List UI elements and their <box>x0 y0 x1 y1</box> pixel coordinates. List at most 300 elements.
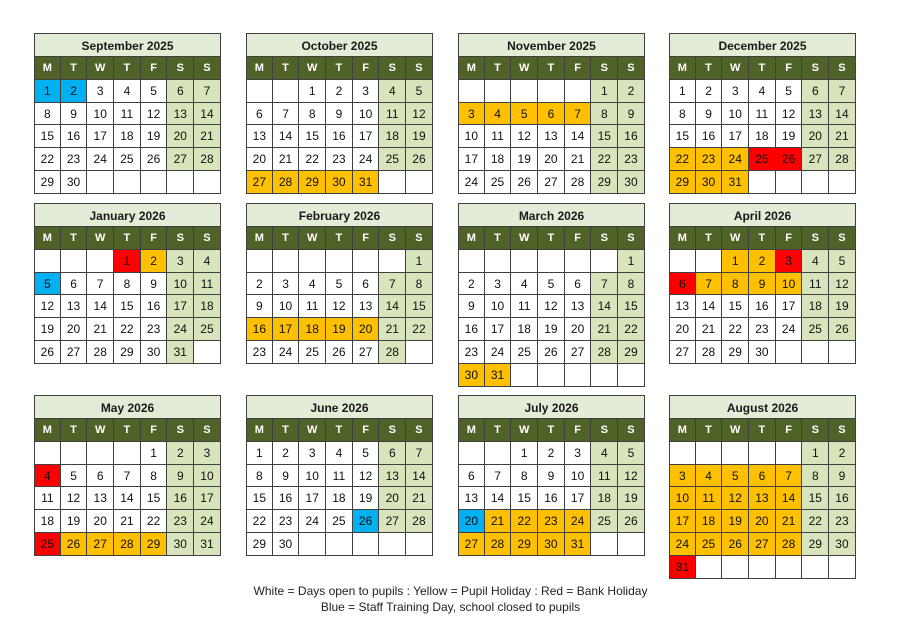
empty-cell <box>273 250 300 273</box>
day-cell: 27 <box>353 341 380 364</box>
day-cell: 24 <box>458 171 485 194</box>
week-row <box>669 250 856 273</box>
day-cell: 8 <box>669 103 696 126</box>
day-cell: 18 <box>802 295 829 318</box>
day-cell: 23 <box>326 148 353 171</box>
day-cell: 16 <box>61 125 88 148</box>
weekday-header: S <box>591 227 618 250</box>
day-cell: 3 <box>722 80 749 103</box>
weekday-header: S <box>591 57 618 80</box>
weekday-header: S <box>194 57 221 80</box>
day-cell: 2 <box>696 80 723 103</box>
day-cell: 19 <box>829 295 856 318</box>
weekday-header: S <box>591 419 618 442</box>
day-cell: 12 <box>829 273 856 296</box>
empty-cell <box>696 556 723 579</box>
empty-cell <box>194 171 221 194</box>
weekday-header: F <box>565 419 592 442</box>
week-row <box>458 80 645 103</box>
month-april-2026 <box>669 203 856 364</box>
week-row <box>669 533 856 556</box>
week-row <box>246 465 433 488</box>
day-cell: 5 <box>722 465 749 488</box>
week-row <box>34 103 221 126</box>
day-cell: 31 <box>669 556 696 579</box>
day-cell: 2 <box>538 442 565 465</box>
week-row <box>34 465 221 488</box>
week-row <box>458 442 645 465</box>
day-cell: 16 <box>829 487 856 510</box>
day-cell: 30 <box>829 533 856 556</box>
day-cell: 3 <box>776 250 803 273</box>
day-cell: 1 <box>591 80 618 103</box>
day-cell: 9 <box>167 465 194 488</box>
day-cell: 16 <box>167 487 194 510</box>
day-cell: 22 <box>246 510 273 533</box>
weekday-header: S <box>167 57 194 80</box>
empty-cell <box>458 250 485 273</box>
day-cell: 19 <box>61 510 88 533</box>
empty-cell <box>458 80 485 103</box>
week-row <box>246 125 433 148</box>
day-cell: 21 <box>406 487 433 510</box>
empty-cell <box>485 442 512 465</box>
day-cell: 4 <box>34 465 61 488</box>
empty-cell <box>167 171 194 194</box>
week-row <box>669 487 856 510</box>
day-cell: 26 <box>406 148 433 171</box>
day-cell: 15 <box>246 487 273 510</box>
day-cell: 16 <box>458 318 485 341</box>
day-cell: 11 <box>326 465 353 488</box>
empty-cell <box>591 533 618 556</box>
weekday-header: F <box>565 57 592 80</box>
day-cell: 25 <box>299 341 326 364</box>
day-cell: 20 <box>458 510 485 533</box>
weekday-header: F <box>141 227 168 250</box>
weekday-header-row <box>669 419 856 442</box>
day-cell: 17 <box>299 487 326 510</box>
empty-cell <box>61 442 88 465</box>
day-cell: 31 <box>565 533 592 556</box>
empty-cell <box>829 556 856 579</box>
week-row <box>34 487 221 510</box>
empty-cell <box>87 250 114 273</box>
day-cell: 4 <box>696 465 723 488</box>
day-cell: 12 <box>722 487 749 510</box>
empty-cell <box>749 171 776 194</box>
day-cell: 30 <box>326 171 353 194</box>
weekday-header: S <box>829 227 856 250</box>
empty-cell <box>511 250 538 273</box>
day-cell: 30 <box>141 341 168 364</box>
weekday-header: T <box>273 419 300 442</box>
day-cell: 14 <box>87 295 114 318</box>
day-cell: 17 <box>167 295 194 318</box>
day-cell: 6 <box>565 273 592 296</box>
day-cell: 21 <box>273 148 300 171</box>
day-cell: 19 <box>511 148 538 171</box>
day-cell: 5 <box>34 273 61 296</box>
day-cell: 6 <box>61 273 88 296</box>
day-cell: 19 <box>538 318 565 341</box>
day-cell: 28 <box>591 341 618 364</box>
day-cell: 15 <box>141 487 168 510</box>
day-cell: 7 <box>829 80 856 103</box>
day-cell: 23 <box>273 510 300 533</box>
day-cell: 8 <box>618 273 645 296</box>
day-cell: 18 <box>591 487 618 510</box>
week-row <box>246 273 433 296</box>
day-cell: 7 <box>87 273 114 296</box>
day-cell: 16 <box>326 125 353 148</box>
day-cell: 8 <box>802 465 829 488</box>
day-cell: 18 <box>749 125 776 148</box>
day-cell: 25 <box>379 148 406 171</box>
weekday-header: T <box>485 57 512 80</box>
empty-cell <box>696 250 723 273</box>
day-cell: 24 <box>167 318 194 341</box>
empty-cell <box>511 364 538 387</box>
day-cell: 11 <box>114 103 141 126</box>
month-title: June 2026 <box>246 395 433 419</box>
month-title: September 2025 <box>34 33 221 57</box>
day-cell: 13 <box>61 295 88 318</box>
day-cell: 14 <box>776 487 803 510</box>
day-cell: 9 <box>273 465 300 488</box>
day-cell: 14 <box>829 103 856 126</box>
day-cell: 6 <box>379 442 406 465</box>
day-cell: 12 <box>538 295 565 318</box>
day-cell: 30 <box>61 171 88 194</box>
day-cell: 3 <box>458 103 485 126</box>
weekday-header: S <box>194 419 221 442</box>
day-cell: 28 <box>194 148 221 171</box>
month-title: October 2025 <box>246 33 433 57</box>
day-cell: 9 <box>696 103 723 126</box>
day-cell: 12 <box>776 103 803 126</box>
day-cell: 20 <box>353 318 380 341</box>
day-cell: 15 <box>511 487 538 510</box>
day-cell: 26 <box>776 148 803 171</box>
week-row <box>34 510 221 533</box>
day-cell: 21 <box>87 318 114 341</box>
empty-cell <box>34 250 61 273</box>
day-cell: 17 <box>194 487 221 510</box>
day-cell: 23 <box>749 318 776 341</box>
day-cell: 2 <box>273 442 300 465</box>
day-cell: 10 <box>194 465 221 488</box>
empty-cell <box>353 533 380 556</box>
weekday-header: W <box>722 57 749 80</box>
month-december-2025 <box>669 33 856 194</box>
empty-cell <box>829 171 856 194</box>
day-cell: 30 <box>273 533 300 556</box>
day-cell: 30 <box>167 533 194 556</box>
day-cell: 16 <box>618 125 645 148</box>
day-cell: 6 <box>87 465 114 488</box>
week-row <box>246 442 433 465</box>
day-cell: 31 <box>485 364 512 387</box>
day-cell: 27 <box>87 533 114 556</box>
day-cell: 18 <box>34 510 61 533</box>
empty-cell <box>34 442 61 465</box>
day-cell: 16 <box>749 295 776 318</box>
day-cell: 9 <box>61 103 88 126</box>
day-cell: 4 <box>114 80 141 103</box>
weekday-header: S <box>618 419 645 442</box>
week-row <box>458 533 645 556</box>
day-cell: 10 <box>565 465 592 488</box>
weekday-header-row <box>246 227 433 250</box>
day-cell: 25 <box>511 341 538 364</box>
day-cell: 27 <box>458 533 485 556</box>
day-cell: 19 <box>141 125 168 148</box>
day-cell: 29 <box>591 171 618 194</box>
weekday-header: T <box>114 227 141 250</box>
weekday-header: W <box>87 419 114 442</box>
weekday-header: S <box>802 419 829 442</box>
empty-cell <box>802 341 829 364</box>
week-row <box>246 103 433 126</box>
week-row <box>458 148 645 171</box>
day-cell: 29 <box>34 171 61 194</box>
day-cell: 25 <box>696 533 723 556</box>
day-cell: 28 <box>776 533 803 556</box>
day-cell: 12 <box>326 295 353 318</box>
day-cell: 29 <box>618 341 645 364</box>
weekday-header-row <box>458 227 645 250</box>
day-cell: 6 <box>353 273 380 296</box>
day-cell: 12 <box>511 125 538 148</box>
day-cell: 29 <box>722 341 749 364</box>
day-cell: 22 <box>406 318 433 341</box>
weekday-header: T <box>749 227 776 250</box>
weekday-header: T <box>61 57 88 80</box>
day-cell: 6 <box>167 80 194 103</box>
day-cell: 3 <box>353 80 380 103</box>
weekday-header: S <box>406 419 433 442</box>
day-cell: 9 <box>538 465 565 488</box>
day-cell: 15 <box>722 295 749 318</box>
week-row <box>458 273 645 296</box>
day-cell: 14 <box>696 295 723 318</box>
weekday-header: F <box>353 419 380 442</box>
day-cell: 8 <box>141 465 168 488</box>
weekday-header: S <box>802 57 829 80</box>
day-cell: 6 <box>749 465 776 488</box>
day-cell: 19 <box>34 318 61 341</box>
empty-cell <box>353 250 380 273</box>
weekday-header: T <box>61 227 88 250</box>
weekday-header: W <box>299 419 326 442</box>
month-august-2026 <box>669 395 856 579</box>
day-cell: 14 <box>273 125 300 148</box>
empty-cell <box>776 171 803 194</box>
weekday-header: M <box>458 57 485 80</box>
day-cell: 7 <box>565 103 592 126</box>
empty-cell <box>696 442 723 465</box>
day-cell: 25 <box>749 148 776 171</box>
day-cell: 17 <box>722 125 749 148</box>
day-cell: 11 <box>299 295 326 318</box>
month-title: July 2026 <box>458 395 645 419</box>
day-cell: 29 <box>246 533 273 556</box>
day-cell: 26 <box>34 341 61 364</box>
day-cell: 29 <box>114 341 141 364</box>
week-row <box>246 148 433 171</box>
empty-cell <box>61 250 88 273</box>
day-cell: 15 <box>591 125 618 148</box>
day-cell: 10 <box>458 125 485 148</box>
week-row <box>669 103 856 126</box>
day-cell: 21 <box>591 318 618 341</box>
day-cell: 4 <box>591 442 618 465</box>
week-row <box>669 273 856 296</box>
day-cell: 23 <box>246 341 273 364</box>
day-cell: 22 <box>511 510 538 533</box>
day-cell: 13 <box>565 295 592 318</box>
day-cell: 11 <box>511 295 538 318</box>
day-cell: 2 <box>618 80 645 103</box>
week-row <box>246 510 433 533</box>
day-cell: 2 <box>141 250 168 273</box>
day-cell: 24 <box>353 148 380 171</box>
day-cell: 10 <box>273 295 300 318</box>
day-cell: 14 <box>406 465 433 488</box>
empty-cell <box>538 364 565 387</box>
day-cell: 17 <box>458 148 485 171</box>
day-cell: 27 <box>565 341 592 364</box>
day-cell: 22 <box>114 318 141 341</box>
empty-cell <box>114 442 141 465</box>
day-cell: 15 <box>406 295 433 318</box>
day-cell: 15 <box>299 125 326 148</box>
day-cell: 25 <box>194 318 221 341</box>
weekday-header: S <box>406 57 433 80</box>
day-cell: 14 <box>565 125 592 148</box>
empty-cell <box>406 533 433 556</box>
day-cell: 2 <box>246 273 273 296</box>
day-cell: 26 <box>326 341 353 364</box>
day-cell: 2 <box>829 442 856 465</box>
day-cell: 5 <box>618 442 645 465</box>
day-cell: 15 <box>618 295 645 318</box>
day-cell: 12 <box>406 103 433 126</box>
empty-cell <box>273 80 300 103</box>
month-july-2026 <box>458 395 645 556</box>
day-cell: 17 <box>776 295 803 318</box>
weekday-header: T <box>696 227 723 250</box>
weekday-header: T <box>61 419 88 442</box>
day-cell: 26 <box>722 533 749 556</box>
day-cell: 10 <box>776 273 803 296</box>
month-october-2025 <box>246 33 433 194</box>
day-cell: 30 <box>538 533 565 556</box>
day-cell: 10 <box>299 465 326 488</box>
week-row <box>246 171 433 194</box>
day-cell: 28 <box>696 341 723 364</box>
week-row <box>246 533 433 556</box>
month-title: January 2026 <box>34 203 221 227</box>
day-cell: 22 <box>141 510 168 533</box>
week-row <box>458 510 645 533</box>
month-title: February 2026 <box>246 203 433 227</box>
day-cell: 18 <box>696 510 723 533</box>
weekday-header: T <box>538 227 565 250</box>
week-row <box>34 148 221 171</box>
day-cell: 24 <box>776 318 803 341</box>
weekday-header: M <box>246 57 273 80</box>
day-cell: 15 <box>802 487 829 510</box>
day-cell: 29 <box>802 533 829 556</box>
weekday-header: S <box>406 227 433 250</box>
weekday-header: W <box>722 419 749 442</box>
day-cell: 27 <box>379 510 406 533</box>
week-row <box>669 341 856 364</box>
day-cell: 27 <box>167 148 194 171</box>
day-cell: 11 <box>749 103 776 126</box>
day-cell: 2 <box>749 250 776 273</box>
day-cell: 6 <box>802 80 829 103</box>
day-cell: 31 <box>722 171 749 194</box>
day-cell: 14 <box>379 295 406 318</box>
day-cell: 24 <box>194 510 221 533</box>
day-cell: 11 <box>802 273 829 296</box>
week-row <box>34 125 221 148</box>
legend-line-1: White = Days open to pupils : Yellow = Pupil Holiday : Red = Bank Holiday <box>253 584 648 598</box>
empty-cell <box>379 250 406 273</box>
month-may-2026 <box>34 395 221 556</box>
weekday-header-row <box>458 57 645 80</box>
day-cell: 1 <box>802 442 829 465</box>
day-cell: 1 <box>34 80 61 103</box>
weekday-header: T <box>749 419 776 442</box>
week-row <box>458 364 645 387</box>
month-title: March 2026 <box>458 203 645 227</box>
empty-cell <box>776 442 803 465</box>
weekday-header: F <box>776 419 803 442</box>
day-cell: 29 <box>141 533 168 556</box>
weekday-header: M <box>458 419 485 442</box>
weekday-header: T <box>538 57 565 80</box>
day-cell: 4 <box>485 103 512 126</box>
day-cell: 21 <box>114 510 141 533</box>
day-cell: 2 <box>167 442 194 465</box>
empty-cell <box>379 171 406 194</box>
day-cell: 14 <box>485 487 512 510</box>
day-cell: 6 <box>246 103 273 126</box>
day-cell: 23 <box>167 510 194 533</box>
day-cell: 27 <box>61 341 88 364</box>
empty-cell <box>749 442 776 465</box>
day-cell: 24 <box>565 510 592 533</box>
weekday-header: M <box>669 419 696 442</box>
day-cell: 25 <box>591 510 618 533</box>
empty-cell <box>669 250 696 273</box>
day-cell: 27 <box>669 341 696 364</box>
day-cell: 12 <box>61 487 88 510</box>
day-cell: 21 <box>485 510 512 533</box>
day-cell: 22 <box>669 148 696 171</box>
day-cell: 13 <box>749 487 776 510</box>
week-row <box>458 295 645 318</box>
day-cell: 13 <box>167 103 194 126</box>
empty-cell <box>538 250 565 273</box>
day-cell: 9 <box>326 103 353 126</box>
day-cell: 11 <box>591 465 618 488</box>
day-cell: 9 <box>246 295 273 318</box>
